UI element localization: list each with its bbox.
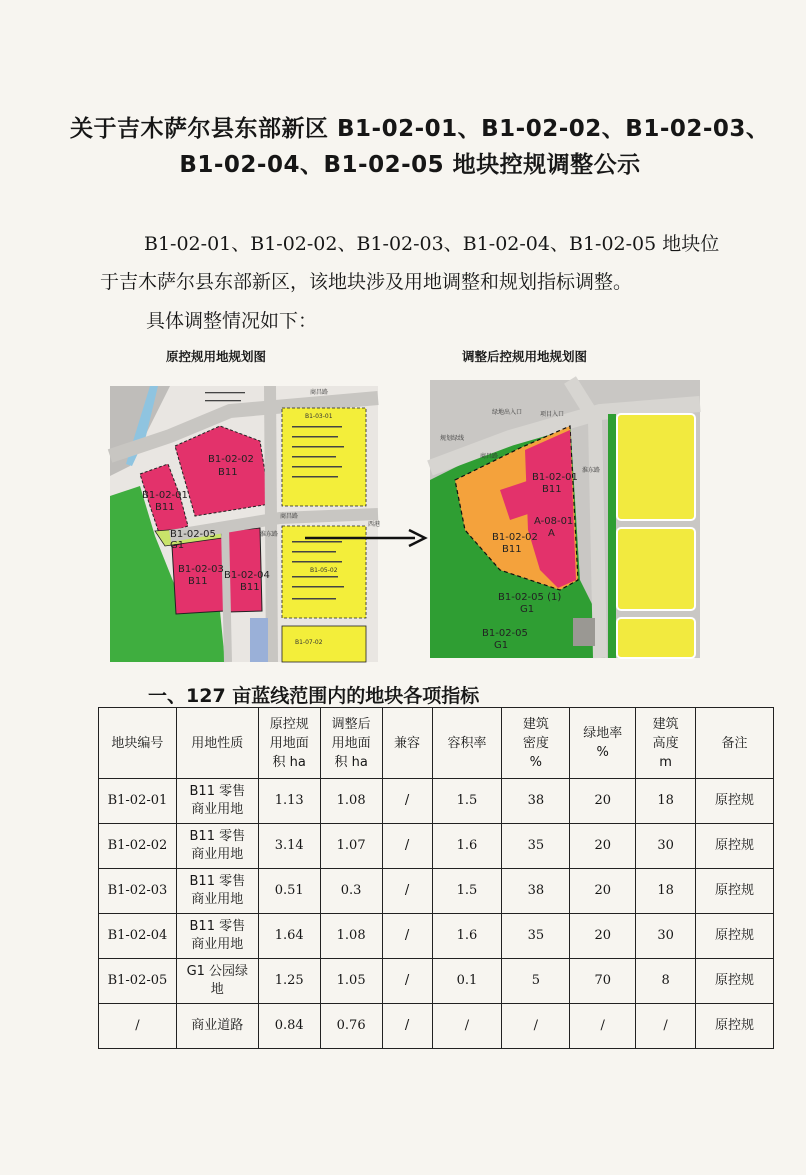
cell-far: 1.5 (432, 779, 502, 824)
table-header-text: 密度 (522, 735, 549, 751)
cell-use-line: G1 公园绿 (186, 964, 249, 979)
original-map-b1-05-02: B1-05-02 (310, 567, 338, 574)
table-row (99, 779, 774, 824)
table-row (99, 959, 774, 1004)
cell-adj: 0.76 (320, 1004, 382, 1049)
original-map-caption: 原控规用地规划图 (166, 349, 267, 364)
table-header-row (99, 708, 774, 779)
cell-green: 20 (570, 779, 636, 824)
cell-adj: 1.05 (320, 959, 382, 1004)
cell-height: / (636, 1004, 696, 1049)
cell-id: B1-02-04 (99, 914, 177, 959)
cell-density: 35 (502, 824, 570, 869)
table-header-text: 绿地率 (583, 726, 623, 741)
adjusted-map-road-top: 商昌路 (480, 453, 499, 460)
table-header-text: 用地面 (331, 735, 371, 751)
cell-use-line: 商业用地 (191, 937, 244, 952)
cell-density: 35 (502, 914, 570, 959)
table-header-cell (502, 708, 570, 779)
cell-height: 30 (636, 824, 696, 869)
document-title-line-2: B1-02-04、B1-02-05 地块控规调整公示 (179, 152, 641, 178)
original-map-b1-02-01-type: B11 (155, 502, 175, 513)
table-header-text: 兼容 (394, 735, 421, 751)
cell-green: 20 (570, 914, 636, 959)
intro-paragraph-line-3: 具体调整情况如下： (146, 310, 318, 332)
adjusted-map-caption: 调整后控规用地规划图 (462, 349, 588, 364)
table-header-cell (432, 708, 502, 779)
cell-height: 8 (636, 959, 696, 1004)
cell-orig: 3.14 (258, 824, 320, 869)
table-header-cell (258, 708, 320, 779)
adjusted-map-b1-02-05-type: G1 (494, 640, 509, 651)
table-header-text: 地块编号 (111, 735, 164, 751)
cell-use-line: 商业用地 (191, 802, 244, 817)
adjusted-map-b1-02-02-type: B11 (502, 544, 522, 555)
cell-adj: 1.08 (320, 914, 382, 959)
intro-paragraph-line-1: B1-02-01、B1-02-02、B1-02-03、B1-02-04、B1-02-05 地块位 (144, 233, 720, 255)
cell-orig: 1.13 (258, 779, 320, 824)
adjusted-map-b1-02-05-1: B1-02-05 (1) (498, 592, 562, 603)
table-row (99, 1004, 774, 1049)
cell-far: 1.5 (432, 869, 502, 914)
cell-density: 5 (502, 959, 570, 1004)
cell-orig: 0.51 (258, 869, 320, 914)
cell-adj: 0.3 (320, 869, 382, 914)
table-header-cell (99, 708, 177, 779)
cell-density: 38 (502, 779, 570, 824)
cell-id: B1-02-05 (99, 959, 177, 1004)
table-header-text: 容积率 (447, 735, 487, 751)
cell-use-line: B11 零售 (189, 784, 246, 799)
adjusted-map-b1-02-02: B1-02-02 (492, 532, 538, 543)
cell-use-line: B11 零售 (189, 919, 246, 934)
original-map-b1-02-04: B1-02-04 (224, 570, 270, 581)
table-header-text: 调整后 (331, 716, 371, 732)
table-header-text: 建筑 (652, 716, 679, 732)
cell-note: 原控规 (696, 824, 774, 869)
adjusted-map-a-08-01-type: A (548, 528, 555, 539)
adjusted-land-use-map (430, 380, 700, 658)
cell-compat: / (382, 914, 432, 959)
cell-note: 原控规 (696, 869, 774, 914)
cell-use-line: B11 零售 (189, 829, 246, 844)
cell-compat: / (382, 869, 432, 914)
table-header-text: 用地面 (269, 735, 309, 751)
cell-note: 原控规 (696, 959, 774, 1004)
cell-use-line: 地 (210, 982, 224, 997)
cell-orig: 1.64 (258, 914, 320, 959)
cell-use-line: 商业用地 (191, 847, 244, 862)
adjusted-map-note-green-line: 规划绿线 (440, 435, 465, 442)
cell-note: 原控规 (696, 779, 774, 824)
original-map-road-top: 商昌路 (310, 389, 329, 396)
table-header-cell (696, 708, 774, 779)
original-map-road-right: 西港 (368, 521, 381, 528)
table-row (99, 914, 774, 959)
cell-far: 1.6 (432, 914, 502, 959)
original-map-b1-02-02-type: B11 (218, 467, 238, 478)
original-map-b1-02-03-type: B11 (188, 576, 208, 587)
cell-far: / (432, 1004, 502, 1049)
cell-use-line: 商业道路 (191, 1018, 244, 1033)
cell-note: 原控规 (696, 1004, 774, 1049)
original-map-b1-02-01: B1-02-01 (142, 490, 188, 501)
original-map-b1-02-05-type: G1 (170, 540, 185, 551)
cell-density: 38 (502, 869, 570, 914)
adjusted-map-b1-02-01-type: B11 (542, 484, 562, 495)
cell-orig: 0.84 (258, 1004, 320, 1049)
cell-use (176, 959, 258, 1004)
original-map-b1-03-01: B1-03-01 (305, 413, 333, 420)
table-header-text: 高度 (652, 735, 679, 751)
table-header-cell (570, 708, 636, 779)
arrow-icon (305, 520, 427, 550)
adjusted-map-road-vertical: 淮东路 (582, 467, 601, 474)
document-title-line-1: 关于吉木萨尔县东部新区 B1-02-01、B1-02-02、B1-02-03、 (70, 116, 770, 142)
cell-orig: 1.25 (258, 959, 320, 1004)
cell-green: / (570, 1004, 636, 1049)
cell-adj: 1.07 (320, 824, 382, 869)
cell-compat: / (382, 959, 432, 1004)
table-header-cell (636, 708, 696, 779)
table-header-text: % (529, 754, 543, 770)
original-map-b1-02-05: B1-02-05 (170, 529, 216, 540)
cell-use (176, 914, 258, 959)
original-map-b1-02-02: B1-02-02 (208, 454, 254, 465)
table-header-text: % (596, 745, 609, 760)
land-indicator-table (98, 707, 774, 1049)
cell-green: 20 (570, 869, 636, 914)
original-map-road-vertical: 淮东路 (260, 531, 279, 538)
cell-height: 30 (636, 914, 696, 959)
cell-use-line: B11 零售 (189, 874, 246, 889)
cell-use (176, 824, 258, 869)
cell-compat: / (382, 779, 432, 824)
cell-density: / (502, 1004, 570, 1049)
adjusted-map-note-green-entrance: 绿地出入口 (492, 409, 523, 416)
original-map-b1-02-03: B1-02-03 (178, 564, 224, 575)
cell-far: 0.1 (432, 959, 502, 1004)
cell-id: B1-02-01 (99, 779, 177, 824)
original-map-road-mid: 商昌路 (280, 513, 299, 520)
cell-use-line: 商业用地 (191, 892, 244, 907)
cell-note: 原控规 (696, 914, 774, 959)
cell-use (176, 869, 258, 914)
original-map-b1-07-02: B1-07-02 (295, 639, 323, 646)
adjusted-map-b1-02-05: B1-02-05 (482, 628, 528, 639)
table-header-cell (176, 708, 258, 779)
cell-far: 1.6 (432, 824, 502, 869)
table-header-text: 原控规 (269, 716, 309, 732)
table-header-text: m (659, 754, 672, 770)
cell-id: B1-02-02 (99, 824, 177, 869)
table-header-text: 建筑 (522, 716, 549, 732)
cell-id: B1-02-03 (99, 869, 177, 914)
adjusted-map-entrance: 项目入口 (540, 411, 565, 418)
table-row (99, 824, 774, 869)
cell-adj: 1.08 (320, 779, 382, 824)
cell-compat: / (382, 824, 432, 869)
cell-height: 18 (636, 869, 696, 914)
table-header-text: 积 ha (272, 754, 306, 770)
table-header-cell (320, 708, 382, 779)
original-map-b1-02-04-type: B11 (240, 582, 260, 593)
cell-green: 20 (570, 824, 636, 869)
table-row (99, 869, 774, 914)
cell-compat: / (382, 1004, 432, 1049)
adjusted-map-b1-02-01: B1-02-01 (532, 472, 578, 483)
table-header-text: 备注 (721, 735, 748, 751)
adjusted-map-a-08-01: A-08-01 (534, 516, 574, 527)
adjusted-map-b1-02-05-1-type: G1 (520, 604, 535, 615)
cell-green: 70 (570, 959, 636, 1004)
table-header-cell (382, 708, 432, 779)
intro-paragraph-line-2: 于吉木萨尔县东部新区，该地块涉及用地调整和规划指标调整。 (100, 271, 633, 293)
cell-height: 18 (636, 779, 696, 824)
table-header-text: 积 ha (334, 754, 368, 770)
section-title: 一、127 亩蓝线范围内的地块各项指标 (148, 685, 480, 707)
table-header-text: 用地性质 (191, 735, 244, 751)
cell-use (176, 779, 258, 824)
cell-use (176, 1004, 258, 1049)
cell-id: / (99, 1004, 177, 1049)
